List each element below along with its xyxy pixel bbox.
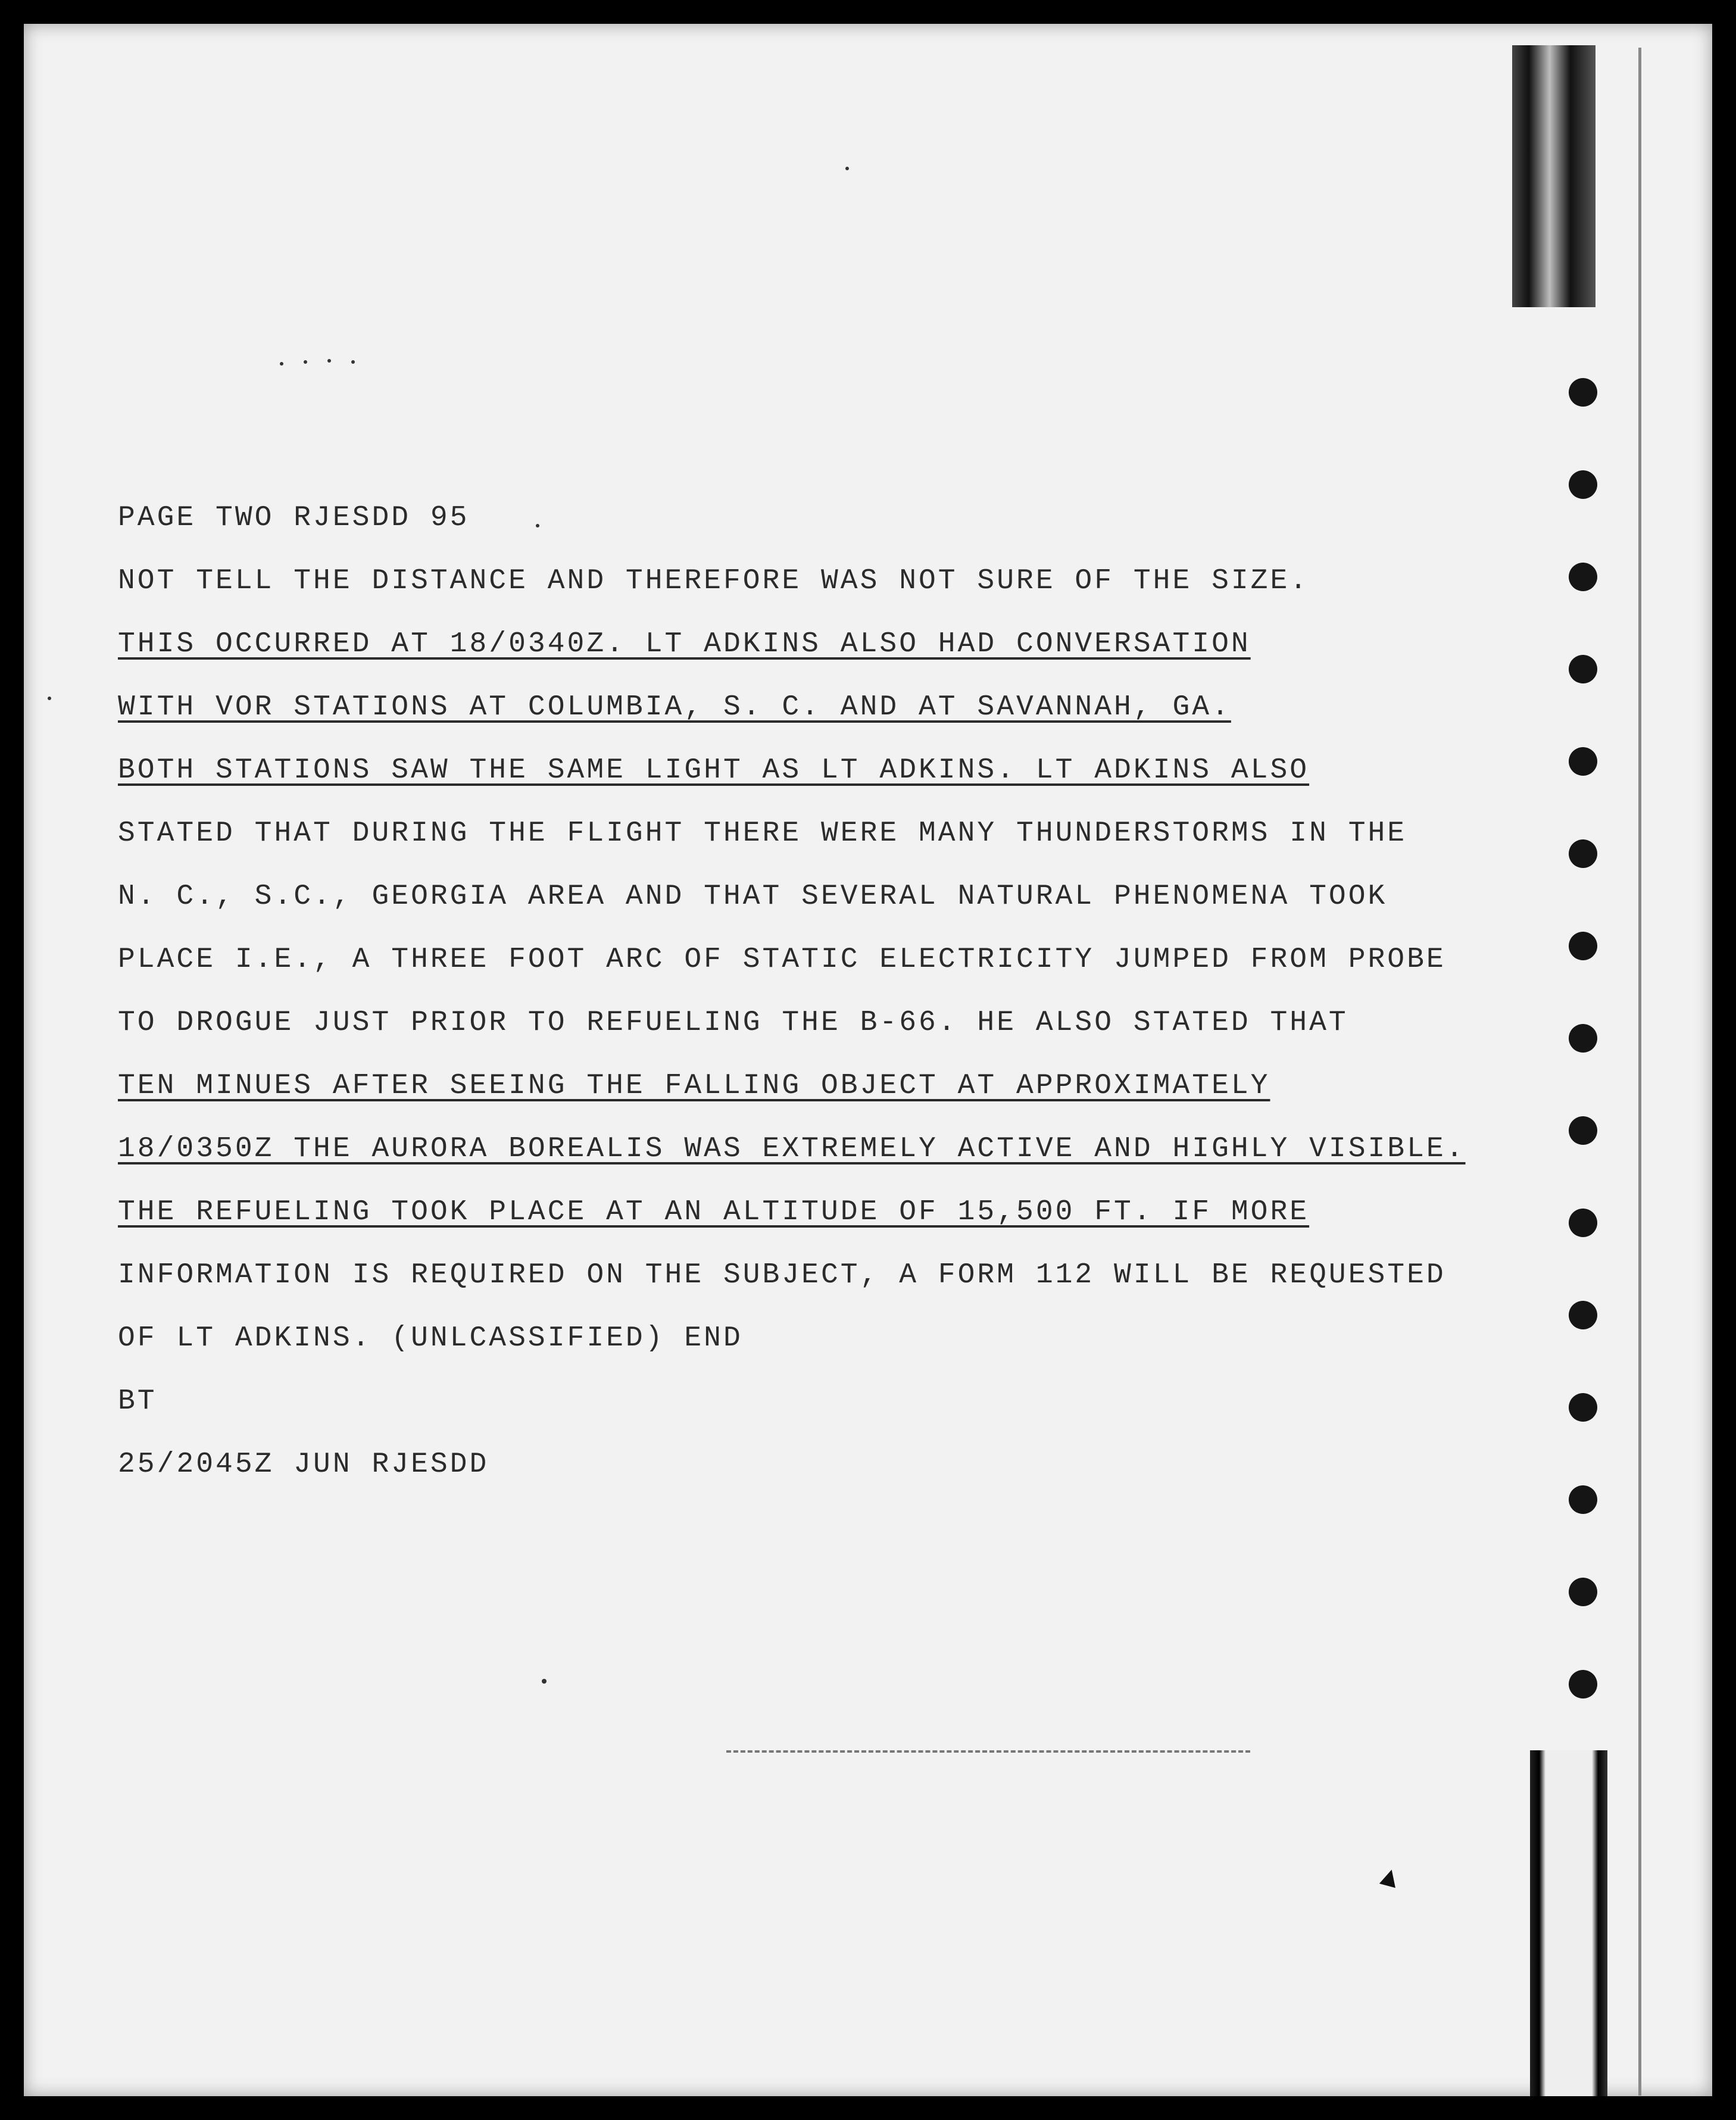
speck: [351, 360, 355, 364]
margin-line: [1638, 48, 1641, 2096]
text-line: BOTH STATIONS SAW THE SAME LIGHT AS LT ADKINS. LT ADKINS ALSO: [118, 754, 1310, 786]
speck: [48, 697, 51, 700]
binder-hole: [1569, 1301, 1597, 1329]
binder-hole: [1569, 655, 1597, 683]
binder-bar-bottom: [1530, 1750, 1607, 2096]
binder-hole: [1569, 1116, 1597, 1145]
text-line: OF LT ADKINS. (UNLCASSIFIED) END: [118, 1322, 743, 1354]
page-footer: 25/2045Z JUN RJESDD: [118, 1448, 489, 1481]
text-line: PLACE I.E., A THREE FOOT ARC OF STATIC ELECTRICITY JUMPED FROM PROBE: [118, 944, 1446, 976]
binder-hole: [1569, 378, 1597, 407]
speck: [280, 362, 283, 366]
speck: [327, 359, 331, 363]
dashed-line: [726, 1750, 1250, 1755]
binder-hole: [1569, 1209, 1597, 1237]
binder-hole: [1569, 932, 1597, 960]
text-line: NOT TELL THE DISTANCE AND THEREFORE WAS NOT SURE OF THE SIZE.: [118, 565, 1310, 597]
binder-hole: [1569, 563, 1597, 591]
speck: [536, 524, 539, 527]
binder-hole: [1569, 839, 1597, 868]
binder-hole: [1569, 470, 1597, 499]
document-page: [24, 24, 1712, 2096]
binder-bar-top: [1512, 45, 1596, 307]
binder-hole: [1569, 1393, 1597, 1422]
text-line: STATED THAT DURING THE FLIGHT THERE WERE MANY THUNDERSTORMS IN THE: [118, 817, 1407, 850]
text-line: TO DROGUE JUST PRIOR TO REFUELING THE B-66. HE ALSO STATED THAT: [118, 1007, 1348, 1039]
speck: [542, 1679, 547, 1684]
text-line: N. C., S.C., GEORGIA AREA AND THAT SEVERAL NATURAL PHENOMENA TOOK: [118, 881, 1388, 913]
text-line: THE REFUELING TOOK PLACE AT AN ALTITUDE OF 15,500 FT. IF MORE: [118, 1196, 1310, 1228]
bt-marker: BT: [118, 1385, 157, 1418]
binder-hole: [1569, 1024, 1597, 1053]
text-line: WITH VOR STATIONS AT COLUMBIA, S. C. AND AT SAVANNAH, GA.: [118, 691, 1231, 723]
text-line: TEN MINUES AFTER SEEING THE FALLING OBJECT AT APPROXIMATELY: [118, 1070, 1270, 1102]
binder-hole: [1569, 747, 1597, 776]
binder-hole: [1569, 1485, 1597, 1514]
speck: [845, 167, 849, 170]
binder-hole: [1569, 1670, 1597, 1699]
text-line: THIS OCCURRED AT 18/0340Z. LT ADKINS ALSO HAD CONVERSATION: [118, 628, 1251, 660]
speck: [304, 360, 307, 364]
text-line: INFORMATION IS REQUIRED ON THE SUBJECT, A FORM 112 WILL BE REQUESTED: [118, 1259, 1446, 1291]
page-header: PAGE TWO RJESDD 95: [118, 502, 470, 534]
binder-hole: [1569, 1578, 1597, 1606]
arrow-mark-icon: [1379, 1868, 1400, 1888]
text-line: 18/0350Z THE AURORA BOREALIS WAS EXTREMELY ACTIVE AND HIGHLY VISIBLE.: [118, 1133, 1466, 1165]
